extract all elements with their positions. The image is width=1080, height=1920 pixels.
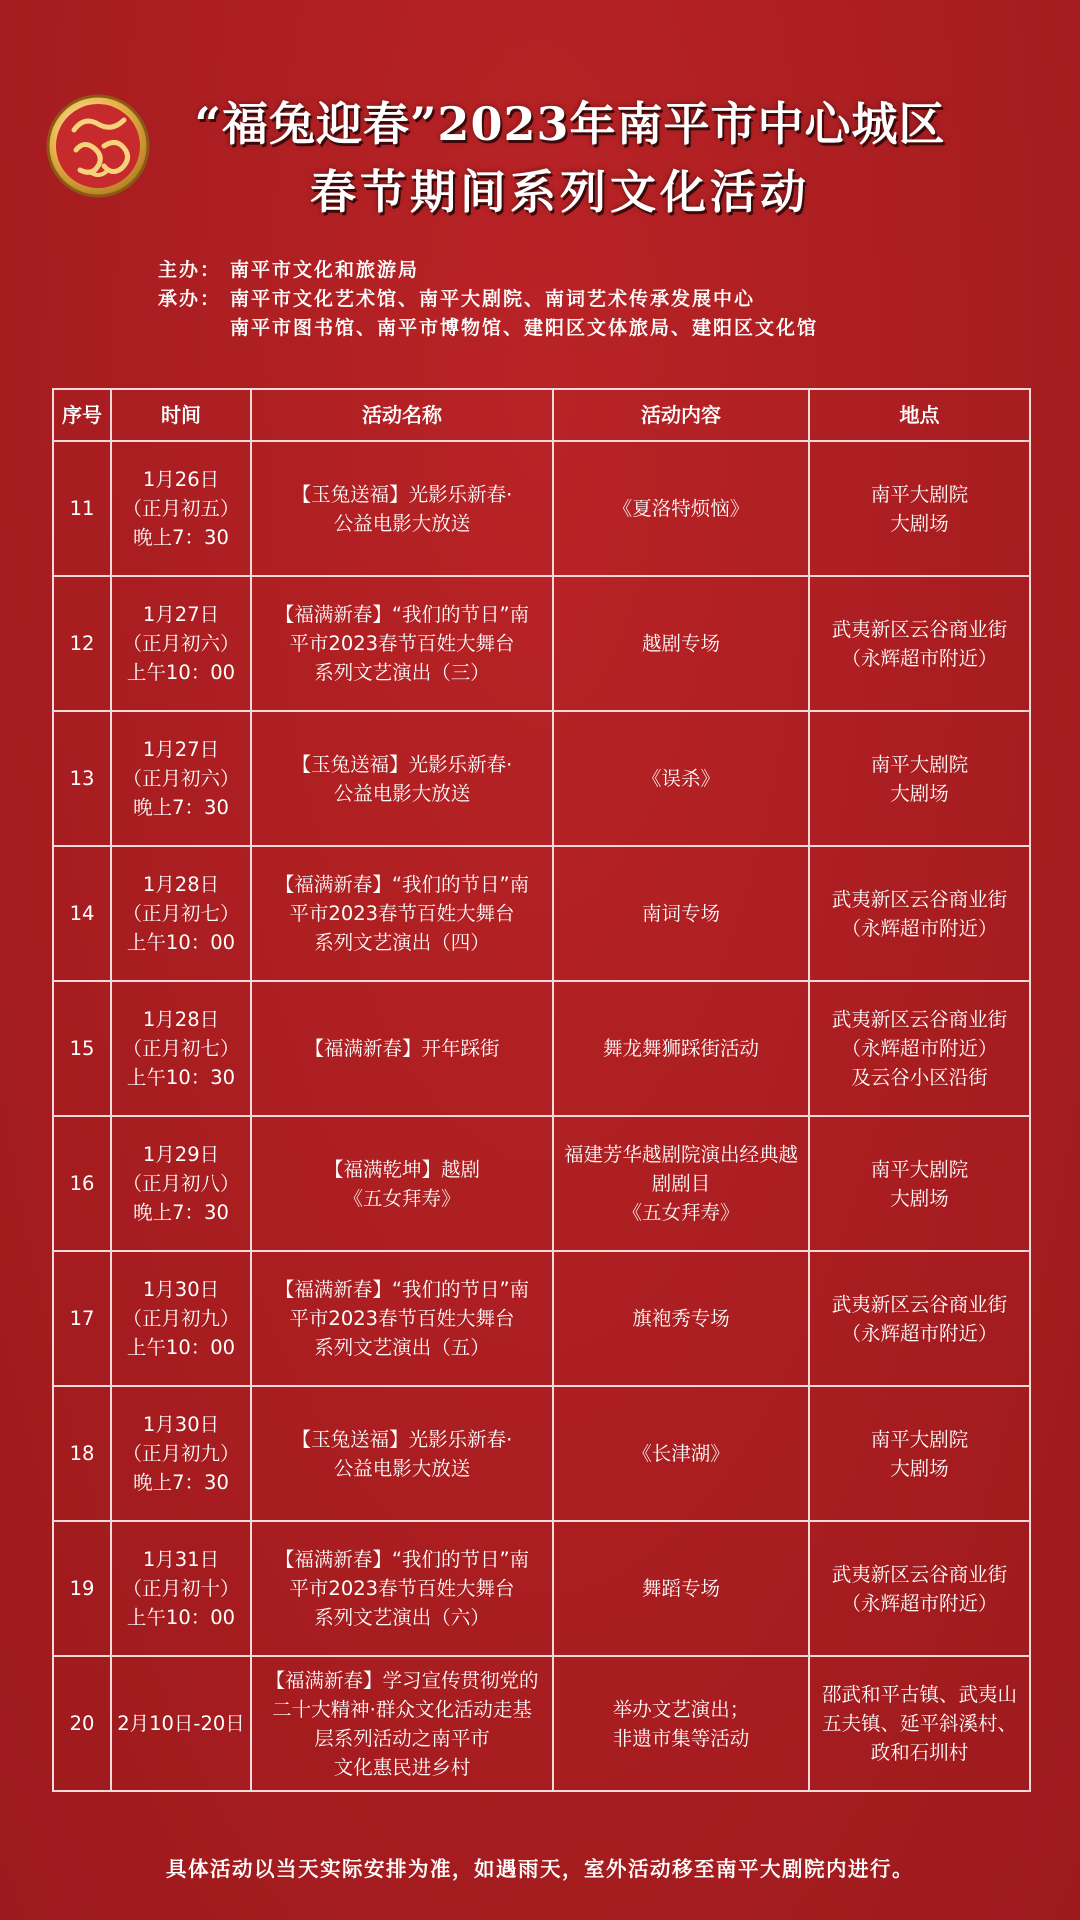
cell-place-line: 南平大剧院 (870, 752, 969, 776)
cell-place-line: 武夷新区云谷商业街 (831, 1008, 1008, 1031)
cell-time-line: 上午10：00 (126, 1336, 236, 1359)
cell-content-line: 《长津湖》 (632, 1442, 730, 1465)
cell-place (809, 846, 1030, 981)
cell-content-line: 舞龙舞狮踩街活动 (602, 1037, 759, 1060)
cell-time-line: 1月30日 (142, 1278, 220, 1301)
cell-no: 14 (53, 846, 111, 981)
cell-content-line: 越剧专场 (641, 632, 720, 655)
cell-time-line: 1月28日 (142, 1008, 220, 1031)
title-line-1: “福兔迎春”2023年南平市中心城区 (194, 97, 946, 151)
cell-content-line: 南词专场 (641, 902, 720, 925)
cell-place-line: 政和石圳村 (870, 1741, 969, 1764)
cell-no: 19 (53, 1521, 111, 1656)
cell-place-line: （永辉超市附近） (841, 1037, 998, 1060)
cell-name-line: 系列文艺演出（五） (314, 1336, 490, 1359)
cell-place-line: 武夷新区云谷商业街 (831, 617, 1008, 641)
cell-time-line: 晚上7：30 (133, 1471, 229, 1494)
cell-place-line: 大剧场 (890, 1456, 949, 1480)
table-header-row (53, 389, 1030, 441)
poster-title (150, 92, 1050, 228)
cell-time (111, 846, 251, 981)
cell-place (809, 1386, 1030, 1521)
cell-time-line: 1月31日 (142, 1548, 220, 1571)
cell-name-line: 公益电影大放送 (333, 1456, 471, 1480)
cell-name (251, 711, 553, 846)
header-cell-place: 地点 (809, 389, 1030, 441)
cell-time-line: （正月初九） (122, 1442, 240, 1465)
cell-content (553, 1386, 809, 1521)
cell-content (553, 1116, 809, 1251)
cell-place-line: 武夷新区云谷商业街 (831, 1562, 1008, 1586)
cell-name (251, 1386, 553, 1521)
cell-content (553, 1656, 809, 1791)
cell-place-line: 大剧场 (890, 511, 949, 535)
cell-place-line: （永辉超市附近） (841, 916, 998, 940)
cell-name-line: 公益电影大放送 (333, 511, 471, 535)
header-cell-time: 时间 (111, 389, 251, 441)
host-row (158, 256, 818, 285)
table-row (53, 846, 1030, 981)
cell-name (251, 1656, 553, 1791)
cell-time-line: 1月29日 (142, 1143, 220, 1166)
cell-name-line: 层系列活动之南平市 (314, 1726, 490, 1750)
cell-place-line: 大剧场 (890, 781, 949, 805)
cell-time-line: （正月初七） (122, 1037, 240, 1060)
cell-place (809, 981, 1030, 1116)
cell-no: 18 (53, 1386, 111, 1521)
cell-name-line: 平市2023春节百姓大舞台 (289, 632, 515, 655)
cell-name (251, 1251, 553, 1386)
cell-time-line: （正月初七） (122, 902, 240, 925)
cell-content-line: 举办文艺演出； (612, 1697, 750, 1721)
cell-time-line: 1月27日 (142, 603, 220, 626)
cell-place (809, 1116, 1030, 1251)
cell-name (251, 981, 553, 1116)
schedule-table (52, 388, 1031, 1792)
host-value: 南平市文化和旅游局 (230, 259, 420, 281)
cell-time-line: 晚上7：30 (133, 796, 229, 819)
cell-place-line: （永辉超市附近） (841, 1591, 998, 1615)
cell-content (553, 1251, 809, 1386)
table-body (53, 441, 1030, 1791)
cell-content-line: 舞蹈专场 (641, 1577, 720, 1600)
cell-name-line: 【福满乾坤】越剧 (323, 1157, 480, 1181)
cell-name (251, 576, 553, 711)
co-organizer-line-1: 南平市文化艺术馆、南平大剧院、南词艺术传承发展中心 (230, 288, 756, 310)
table-row (53, 576, 1030, 711)
cell-place-line: 武夷新区云谷商业街 (831, 887, 1008, 911)
cell-name-line: 平市2023春节百姓大舞台 (289, 1577, 515, 1600)
cell-time-line: 晚上7：30 (133, 526, 229, 549)
cell-place-line: 南平大剧院 (870, 1157, 969, 1181)
cell-name-line: 《五女拜寿》 (343, 1186, 461, 1210)
cell-time (111, 1386, 251, 1521)
cell-time-line: 2月10日-20日 (117, 1712, 245, 1735)
cell-name-line: 【福满新春】开年踩街 (304, 1037, 500, 1060)
cell-no: 17 (53, 1251, 111, 1386)
cell-name-line: 【玉兔送福】光影乐新春· (291, 752, 513, 776)
co-organizer-line-2: 南平市图书馆、南平市博物馆、建阳区文体旅局、建阳区文化馆 (230, 317, 819, 339)
cell-content-line: 《误杀》 (641, 767, 720, 790)
cell-name-line: 【福满新春】“我们的节日”南 (274, 603, 530, 626)
cell-time-line: （正月初六） (122, 767, 240, 790)
cell-place-line: 五夫镇、延平斜溪村、 (821, 1712, 1017, 1735)
table-row (53, 711, 1030, 846)
cell-name-line: 文化惠民进乡村 (333, 1755, 471, 1779)
cell-content-line: 旗袍秀专场 (632, 1307, 730, 1330)
cell-content-line: 非遗市集等活动 (612, 1726, 750, 1750)
cell-time-line: 晚上7：30 (133, 1201, 229, 1224)
cell-place-line: 大剧场 (890, 1186, 949, 1210)
cell-place-line: 南平大剧院 (870, 1427, 969, 1451)
cell-place (809, 576, 1030, 711)
cell-time (111, 1656, 251, 1791)
co-organizer-row-2 (158, 314, 818, 343)
cell-time-line: 上午10：00 (126, 661, 236, 684)
cell-no: 11 (53, 441, 111, 576)
cell-name-line: 系列文艺演出（三） (314, 661, 490, 684)
organizers-block (158, 256, 818, 343)
title-line-2: 春节期间系列文化活动 (310, 165, 810, 219)
cell-time (111, 576, 251, 711)
cell-no: 20 (53, 1656, 111, 1791)
cell-name-line: 【玉兔送福】光影乐新春· (291, 1427, 513, 1451)
cell-name (251, 1116, 553, 1251)
cell-content (553, 981, 809, 1116)
cell-time (111, 1116, 251, 1251)
co-organizer-row (158, 285, 818, 314)
cell-name-line: 【福满新春】“我们的节日”南 (274, 1278, 530, 1301)
cell-place (809, 711, 1030, 846)
host-label: 主办： (158, 259, 222, 281)
cell-time-line: （正月初十） (122, 1577, 240, 1600)
cell-place-line: 武夷新区云谷商业街 (831, 1292, 1008, 1316)
cell-name (251, 846, 553, 981)
cell-no: 13 (53, 711, 111, 846)
cell-time-line: 上午10：00 (126, 1606, 236, 1629)
cell-place (809, 441, 1030, 576)
cell-name-line: 平市2023春节百姓大舞台 (289, 902, 515, 925)
table-row (53, 981, 1030, 1116)
cell-time-line: 上午10：30 (126, 1066, 236, 1089)
cell-time-line: （正月初五） (122, 497, 240, 520)
cell-time-line: 1月30日 (142, 1413, 220, 1436)
cell-content (553, 441, 809, 576)
cell-time-line: 上午10：00 (126, 931, 236, 954)
table-row (53, 1386, 1030, 1521)
cell-place (809, 1521, 1030, 1656)
cell-time-line: 1月28日 (142, 873, 220, 896)
cell-time-line: 1月26日 (142, 468, 220, 491)
cell-content-line: 《五女拜寿》 (622, 1201, 740, 1224)
cell-name-line: 系列文艺演出（四） (314, 931, 490, 954)
cell-place (809, 1251, 1030, 1386)
cell-content (553, 846, 809, 981)
cell-time-line: （正月初六） (122, 632, 240, 655)
cell-no: 16 (53, 1116, 111, 1251)
cell-place-line: （永辉超市附近） (841, 646, 998, 670)
cell-no: 12 (53, 576, 111, 711)
cell-name (251, 441, 553, 576)
cell-time-line: 1月27日 (142, 738, 220, 761)
cell-name-line: 公益电影大放送 (333, 781, 471, 805)
cell-place (809, 1656, 1030, 1791)
cell-place-line: 南平大剧院 (870, 482, 969, 506)
cell-name-line: 【福满新春】“我们的节日”南 (274, 1548, 530, 1571)
footer-note: 具体活动以当天实际安排为准，如遇雨天，室外活动移至南平大剧院内进行。 (166, 1857, 914, 1881)
cell-time (111, 981, 251, 1116)
cell-time-line: （正月初八） (122, 1172, 240, 1195)
cell-name-line: 【玉兔送福】光影乐新春· (291, 482, 513, 506)
cell-name-line: 二十大精神·群众文化活动走基 (272, 1697, 532, 1721)
header-cell-content: 活动内容 (553, 389, 809, 441)
cell-time (111, 1521, 251, 1656)
cell-no: 15 (53, 981, 111, 1116)
header-cell-name: 活动名称 (251, 389, 553, 441)
co-organizer-label: 承办： (158, 288, 222, 310)
cell-content (553, 1521, 809, 1656)
cell-time (111, 1251, 251, 1386)
cell-content-line: 《夏洛特烦恼》 (612, 497, 750, 520)
cell-time-line: （正月初九） (122, 1307, 240, 1330)
cell-time (111, 711, 251, 846)
cell-name-line: 【福满新春】学习宣传贯彻党的 (265, 1668, 539, 1692)
table-row (53, 1656, 1030, 1791)
cell-name-line: 平市2023春节百姓大舞台 (289, 1307, 515, 1330)
table-row (53, 1251, 1030, 1386)
cell-name-line: 系列文艺演出（六） (314, 1606, 490, 1629)
cell-content (553, 711, 809, 846)
cell-content (553, 576, 809, 711)
cell-name (251, 1521, 553, 1656)
cell-place-line: 及云谷小区沿街 (851, 1066, 988, 1089)
cell-name-line: 【福满新春】“我们的节日”南 (274, 873, 530, 896)
header-cell-no: 序号 (53, 389, 111, 441)
table-row (53, 1116, 1030, 1251)
schedule-table-wrap (52, 388, 1029, 1792)
cell-content-line: 福建芳华越剧院演出经典越 (563, 1143, 798, 1166)
cell-time (111, 441, 251, 576)
cell-content-line: 剧剧目 (651, 1172, 711, 1195)
cell-place-line: （永辉超市附近） (841, 1321, 998, 1345)
table-row (53, 1521, 1030, 1656)
cell-place-line: 邵武和平古镇、武夷山 (821, 1683, 1017, 1706)
table-row (53, 441, 1030, 576)
